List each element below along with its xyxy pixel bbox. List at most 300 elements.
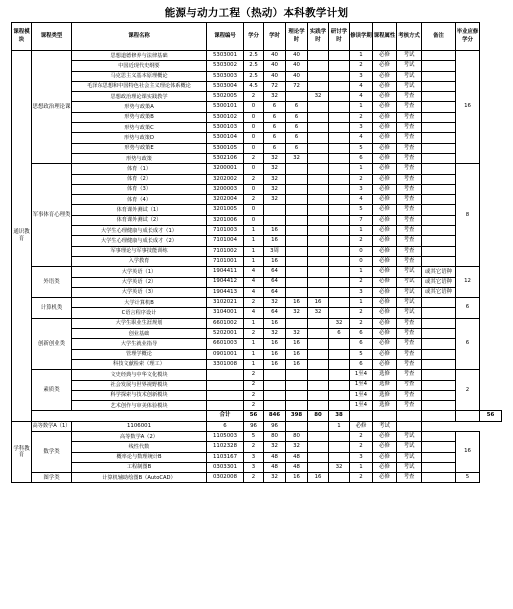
seminar-hours	[329, 308, 350, 318]
remark	[422, 473, 456, 483]
course-code: 1904413	[207, 287, 244, 297]
header-cell: 备注	[422, 23, 456, 51]
course-name: 体育（1）	[72, 164, 207, 174]
course-code: 3201005	[207, 205, 244, 215]
required-credits-cell: 12	[456, 267, 480, 298]
practice-hours	[308, 205, 329, 215]
header-cell: 修读学期	[350, 23, 373, 51]
course-name: 形势与政策B	[72, 112, 207, 122]
seminar-hours	[329, 370, 350, 380]
remark	[422, 452, 456, 462]
semester: 3	[350, 287, 373, 297]
theory-hours: 48	[286, 462, 308, 472]
remark	[422, 380, 456, 390]
course-attribute: 必修	[373, 123, 397, 133]
course-code: 5303002	[207, 61, 244, 71]
credits: 4.5	[244, 81, 264, 91]
remark	[422, 431, 456, 441]
semester: 2	[350, 442, 373, 452]
required-credits-cell: 16	[456, 51, 480, 164]
hours	[264, 370, 286, 380]
assessment-method: 考查	[397, 174, 422, 184]
seminar-hours	[329, 102, 350, 112]
course-code: 0901001	[207, 349, 244, 359]
assessment-method: 考试	[397, 51, 422, 61]
practice-hours	[308, 123, 329, 133]
credits: 1	[244, 339, 264, 349]
table-row	[12, 236, 502, 246]
seminar-hours	[329, 123, 350, 133]
total-label-cell	[32, 411, 207, 421]
course-attribute: 必修	[373, 256, 397, 266]
practice-hours	[308, 174, 329, 184]
course-code: 5300101	[207, 102, 244, 112]
credits: 4	[244, 267, 264, 277]
course-attribute: 必修	[373, 339, 397, 349]
semester: 4	[350, 195, 373, 205]
course-name: 高等数学A（1）	[32, 421, 72, 431]
table-row	[12, 421, 502, 431]
hours: 16	[264, 318, 286, 328]
course-code	[207, 390, 244, 400]
theory-hours: 6	[286, 112, 308, 122]
theory-hours	[286, 215, 308, 225]
seminar-hours	[329, 380, 350, 390]
theory-hours: 40	[286, 71, 308, 81]
theory-hours	[286, 174, 308, 184]
credits: 0	[244, 143, 264, 153]
course-code: 3301008	[207, 359, 244, 369]
theory-hours	[286, 390, 308, 400]
course-code: 5303003	[207, 71, 244, 81]
hours: 32	[264, 473, 286, 483]
practice-hours	[308, 359, 329, 369]
course-attribute: 必修	[373, 112, 397, 122]
table-row	[12, 298, 502, 308]
credits: 2	[244, 370, 264, 380]
practice-hours	[308, 143, 329, 153]
remark	[422, 390, 456, 400]
table-row	[12, 349, 502, 359]
assessment-method: 考查	[397, 329, 422, 339]
semester: 1至4	[350, 401, 373, 411]
seminar-hours	[329, 184, 350, 194]
required-credits-cell: 5	[456, 473, 480, 483]
table-row	[12, 380, 502, 390]
remark	[422, 359, 456, 369]
seminar-hours	[329, 256, 350, 266]
theory-hours	[286, 277, 308, 287]
practice-hours	[308, 329, 329, 339]
assessment-method: 考试	[373, 421, 397, 431]
table-body	[12, 51, 502, 483]
practice-hours: 32	[308, 308, 329, 318]
remark	[422, 153, 456, 163]
course-attribute: 选修	[373, 390, 397, 400]
course-attribute: 必修	[373, 174, 397, 184]
header-cell: 毕业应修学分	[456, 23, 480, 51]
practice-hours: 16	[308, 473, 329, 483]
theory-hours	[286, 267, 308, 277]
assessment-method: 考查	[397, 102, 422, 112]
course-code: 5303004	[207, 81, 244, 91]
assessment-method: 考查	[397, 205, 422, 215]
credits: 1	[244, 256, 264, 266]
practice-hours	[308, 71, 329, 81]
theory-hours	[286, 205, 308, 215]
course-code: 5300103	[207, 123, 244, 133]
course-code	[207, 370, 244, 380]
semester: 1	[350, 298, 373, 308]
credits: 5	[244, 431, 264, 441]
course-name: 形势与政策D	[72, 133, 207, 143]
seminar-hours: 6	[329, 329, 350, 339]
semester: 1至4	[350, 370, 373, 380]
table-row	[12, 277, 502, 287]
assessment-method: 考试	[397, 452, 422, 462]
credits: 2	[244, 195, 264, 205]
course-name: 计算机辅助绘图B（AutoCAD）	[72, 473, 207, 483]
semester: 6	[350, 359, 373, 369]
practice-hours	[286, 421, 308, 431]
remark	[422, 61, 456, 71]
header-cell: 课程模块	[12, 23, 32, 51]
practice-hours	[308, 267, 329, 277]
assessment-method: 考查	[397, 215, 422, 225]
hours: 64	[264, 308, 286, 318]
remark	[422, 71, 456, 81]
semester: 1至4	[350, 380, 373, 390]
theory-hours: 32	[286, 442, 308, 452]
practice-hours	[308, 452, 329, 462]
hours: 6	[264, 112, 286, 122]
assessment-method: 考查	[397, 256, 422, 266]
course-code: 5300105	[207, 143, 244, 153]
hours: 32	[264, 195, 286, 205]
semester: 7	[350, 215, 373, 225]
practice-hours	[308, 256, 329, 266]
empty-cell	[456, 411, 480, 421]
table-row	[12, 462, 502, 472]
remark	[422, 205, 456, 215]
semester: 2	[350, 61, 373, 71]
table-row	[12, 473, 502, 483]
hours: 16	[264, 256, 286, 266]
theory-hours: 32	[286, 153, 308, 163]
course-attribute: 必修	[373, 164, 397, 174]
remark	[422, 164, 456, 174]
assessment-method: 考试	[397, 442, 422, 452]
assessment-method: 考查	[397, 380, 422, 390]
seminar-hours	[329, 143, 350, 153]
hours: 16	[264, 349, 286, 359]
semester: 2	[350, 174, 373, 184]
practice-hours	[308, 349, 329, 359]
assessment-method: 考查	[397, 153, 422, 163]
curriculum-table	[11, 22, 502, 483]
semester: 2	[350, 318, 373, 328]
practice-hours	[308, 390, 329, 400]
course-code: 3200003	[207, 184, 244, 194]
hours: 32	[264, 164, 286, 174]
credits: 2	[244, 153, 264, 163]
practice-hours	[308, 184, 329, 194]
course-code: 1105003	[207, 431, 244, 441]
seminar-hours	[329, 112, 350, 122]
semester: 3	[350, 184, 373, 194]
course-name: 大学生职业生涯规划	[72, 318, 207, 328]
hours: 40	[264, 51, 286, 61]
assessment-method: 考查	[397, 370, 422, 380]
semester: 6	[350, 339, 373, 349]
credits: 3	[244, 452, 264, 462]
course-code: 5202001	[207, 329, 244, 339]
assessment-method: 考查	[397, 349, 422, 359]
table-row	[12, 102, 502, 112]
remark	[397, 421, 422, 431]
theory-hours: 48	[286, 452, 308, 462]
course-code: 1904411	[207, 267, 244, 277]
table-row	[12, 390, 502, 400]
hours: 6	[264, 102, 286, 112]
credits: 2.5	[244, 51, 264, 61]
hours: 40	[264, 61, 286, 71]
semester: 2	[350, 473, 373, 483]
seminar-hours	[329, 287, 350, 297]
assessment-method: 考试	[397, 308, 422, 318]
semester: 0	[350, 256, 373, 266]
seminar-hours	[329, 153, 350, 163]
practice-hours	[308, 164, 329, 174]
course-code: 7101001	[207, 256, 244, 266]
table-row	[12, 61, 502, 71]
course-type-cell: 军事体育心理类	[32, 164, 72, 267]
remark	[422, 339, 456, 349]
table-row	[12, 92, 502, 102]
theory-hours: 6	[286, 133, 308, 143]
course-attribute: 必修	[373, 452, 397, 462]
table-row	[12, 431, 502, 441]
remark	[422, 184, 456, 194]
credits: 1	[244, 246, 264, 256]
seminar-hours	[329, 195, 350, 205]
remark	[422, 123, 456, 133]
course-name: 体育（3）	[72, 184, 207, 194]
total-required-credits: 56	[480, 411, 502, 421]
hours	[264, 380, 286, 390]
credits: 2	[244, 473, 264, 483]
semester: 1	[350, 164, 373, 174]
course-code: 6601002	[207, 318, 244, 328]
semester: 3	[350, 71, 373, 81]
credits: 2	[244, 442, 264, 452]
course-attribute: 必修	[373, 184, 397, 194]
semester: 2	[350, 277, 373, 287]
course-attribute: 必修	[373, 71, 397, 81]
table-row	[12, 226, 502, 236]
credits: 0	[244, 102, 264, 112]
hours: 80	[264, 431, 286, 441]
remark	[422, 236, 456, 246]
theory-hours	[286, 401, 308, 411]
course-attribute: 必修	[373, 473, 397, 483]
course-code: 5302005	[207, 92, 244, 102]
hours: 40	[264, 71, 286, 81]
assessment-method: 考查	[397, 92, 422, 102]
course-name: 马克思主义基本原理概论	[72, 71, 207, 81]
course-type-cell: 外语类	[32, 267, 72, 298]
course-name: 文史经典与中华文化模块	[72, 370, 207, 380]
header-cell: 课程编号	[207, 23, 244, 51]
required-credits-cell: 6	[456, 318, 480, 369]
semester: 3	[350, 452, 373, 462]
table-row	[12, 184, 502, 194]
table-row	[12, 153, 502, 163]
credits: 0	[244, 133, 264, 143]
hours: 96	[244, 421, 264, 431]
remark	[422, 92, 456, 102]
course-name: 科学探索与技术创新模块	[72, 390, 207, 400]
table-row	[12, 267, 502, 277]
course-code: 3202002	[207, 174, 244, 184]
course-attribute: 必修	[373, 51, 397, 61]
theory-hours	[286, 164, 308, 174]
course-code: 5302106	[207, 153, 244, 163]
remark	[422, 81, 456, 91]
seminar-hours	[329, 205, 350, 215]
seminar-hours	[329, 401, 350, 411]
semester: 4	[350, 133, 373, 143]
course-attribute: 必修	[373, 267, 397, 277]
theory-hours: 40	[286, 51, 308, 61]
remark	[422, 226, 456, 236]
assessment-method: 考试	[397, 61, 422, 71]
hours: 32	[264, 442, 286, 452]
course-attribute: 必修	[373, 431, 397, 441]
course-attribute: 选修	[373, 380, 397, 390]
semester: 2	[350, 236, 373, 246]
course-name: 形势与政策A	[72, 102, 207, 112]
semester: 6	[350, 153, 373, 163]
assessment-method: 考查	[397, 473, 422, 483]
hours: 64	[264, 277, 286, 287]
hours	[264, 215, 286, 225]
remark	[422, 462, 456, 472]
module-cell: 学科教育	[12, 421, 32, 483]
course-code: 1904412	[207, 277, 244, 287]
practice-hours	[308, 153, 329, 163]
course-code	[207, 380, 244, 390]
theory-hours	[286, 318, 308, 328]
table-row	[12, 174, 502, 184]
course-code: 1102328	[207, 442, 244, 452]
course-name: 创业基础	[72, 329, 207, 339]
required-credits-cell: 16	[456, 431, 480, 472]
hours: 32	[264, 184, 286, 194]
course-code: 0303301	[207, 462, 244, 472]
table-row	[12, 51, 502, 61]
credits: 2	[244, 298, 264, 308]
course-attribute: 必修	[373, 277, 397, 287]
hours: 48	[264, 462, 286, 472]
remark	[422, 308, 456, 318]
remark	[422, 370, 456, 380]
seminar-hours	[329, 298, 350, 308]
practice-hours	[308, 246, 329, 256]
course-name: 大学生心理健康与成长成才（2）	[72, 236, 207, 246]
hours: 6	[264, 143, 286, 153]
total-theory: 398	[286, 411, 308, 421]
course-attribute: 必修	[373, 462, 397, 472]
table-row	[12, 215, 502, 225]
practice-hours	[308, 380, 329, 390]
header-cell: 实践学时	[308, 23, 329, 51]
theory-hours	[286, 287, 308, 297]
hours: 72	[264, 81, 286, 91]
module-cell: 通识教育	[12, 51, 32, 422]
course-code: 3202004	[207, 195, 244, 205]
total-credits: 56	[244, 411, 264, 421]
theory-hours	[286, 195, 308, 205]
hours: 16	[264, 339, 286, 349]
remark	[422, 112, 456, 122]
credits: 2	[244, 92, 264, 102]
course-attribute: 必修	[373, 92, 397, 102]
course-type-cell: 数学类	[32, 431, 72, 472]
semester: 1	[350, 226, 373, 236]
hours: 6	[264, 133, 286, 143]
hours	[264, 205, 286, 215]
credits: 4	[244, 308, 264, 318]
assessment-method: 考试	[397, 267, 422, 277]
course-attribute: 必修	[373, 61, 397, 71]
semester: 1至4	[350, 390, 373, 400]
table-row	[12, 308, 502, 318]
course-attribute: 必修	[373, 153, 397, 163]
course-name: 思想道德修养与法律基础	[72, 51, 207, 61]
course-name: 军事理论与军事技能训练	[72, 246, 207, 256]
course-attribute: 必修	[373, 81, 397, 91]
seminar-hours	[329, 473, 350, 483]
remark	[422, 349, 456, 359]
course-name: C语言程序设计	[72, 308, 207, 318]
course-code: 5303001	[207, 51, 244, 61]
total-practice: 80	[308, 411, 329, 421]
semester: 5	[350, 205, 373, 215]
seminar-hours	[329, 164, 350, 174]
table-row	[12, 339, 502, 349]
course-type-cell: 计算机类	[32, 298, 72, 319]
hours: 16	[264, 359, 286, 369]
table-row	[12, 123, 502, 133]
table-row	[12, 81, 502, 91]
seminar-hours	[329, 236, 350, 246]
course-name: 高等数学A（2）	[72, 431, 207, 441]
table-row	[12, 256, 502, 266]
credits: 0	[244, 123, 264, 133]
credits: 2	[244, 390, 264, 400]
course-attribute: 必修	[350, 421, 373, 431]
seminar-hours: 32	[329, 462, 350, 472]
semester: 1	[329, 421, 350, 431]
assessment-method: 考查	[397, 184, 422, 194]
credits: 2	[244, 401, 264, 411]
course-attribute: 必修	[373, 226, 397, 236]
practice-hours	[308, 401, 329, 411]
table-row	[12, 112, 502, 122]
credits: 2.5	[244, 61, 264, 71]
remark	[422, 195, 456, 205]
